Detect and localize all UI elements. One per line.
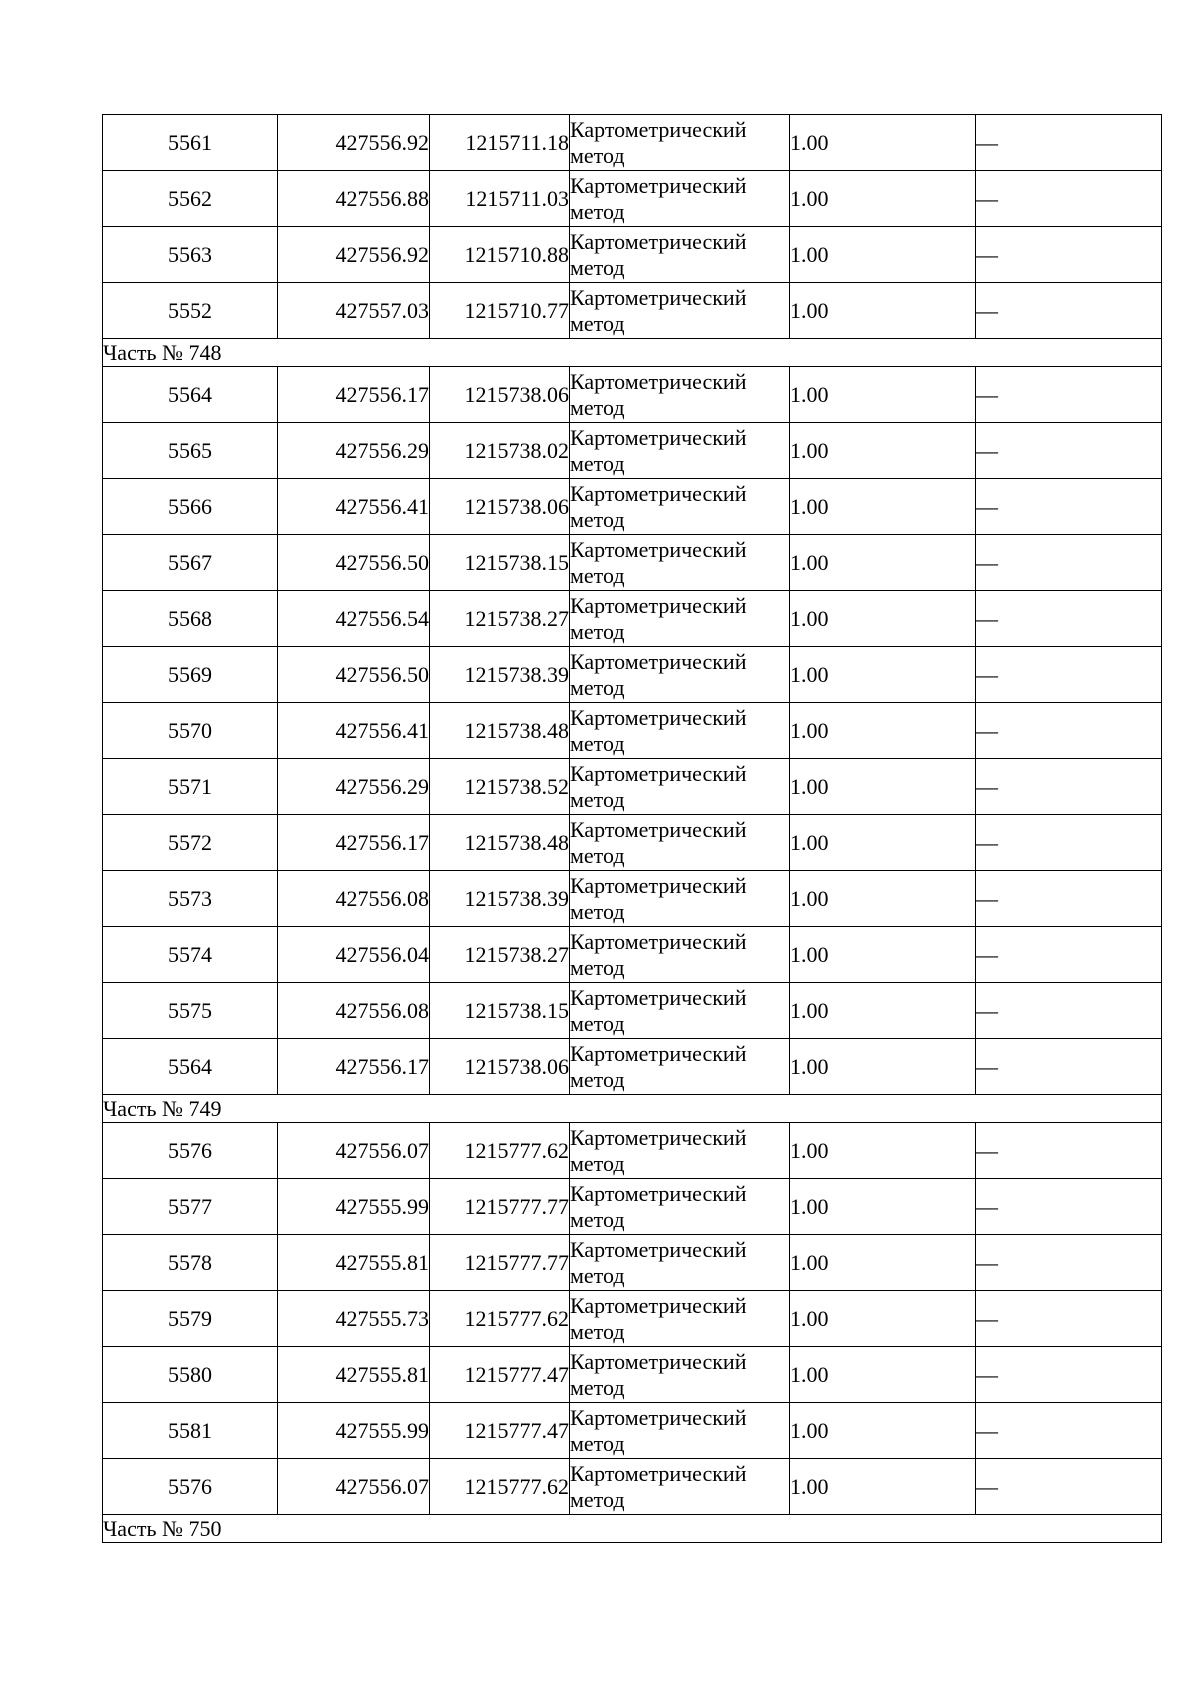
- y-coordinate-cell: 1215738.48: [430, 815, 570, 871]
- method-cell: [570, 647, 790, 703]
- note-cell: —: [976, 115, 1162, 171]
- point-number-cell: 5564: [103, 1039, 278, 1095]
- x-coordinate-cell: 427556.92: [278, 115, 430, 171]
- method-line-1: Картометрический: [570, 424, 747, 450]
- point-number-cell: 5576: [103, 1123, 278, 1179]
- method-line-2: метод: [570, 674, 625, 700]
- note-cell: —: [976, 815, 1162, 871]
- method-cell: [570, 423, 790, 479]
- method-line-2: метод: [570, 1374, 625, 1400]
- method-line-2: метод: [570, 310, 625, 336]
- method-line-1: Картометрический: [570, 228, 747, 254]
- method-line-2: метод: [570, 1318, 625, 1344]
- method-line-1: Картометрический: [570, 1124, 747, 1150]
- accuracy-cell: 1.00: [790, 591, 976, 647]
- table-row: [103, 647, 1162, 703]
- point-number-cell: 5568: [103, 591, 278, 647]
- accuracy-cell: 1.00: [790, 423, 976, 479]
- y-coordinate-cell: 1215777.47: [430, 1403, 570, 1459]
- method-line-2: метод: [570, 618, 625, 644]
- accuracy-cell: 1.00: [790, 1403, 976, 1459]
- section-label: Часть № 750: [103, 1515, 1162, 1543]
- section-row: [103, 339, 1162, 367]
- table-row: [103, 703, 1162, 759]
- note-cell: —: [976, 927, 1162, 983]
- method-cell: [570, 535, 790, 591]
- point-number-cell: 5573: [103, 871, 278, 927]
- method-line-2: метод: [570, 198, 625, 224]
- method-cell: [570, 1123, 790, 1179]
- method-line-1: Картометрический: [570, 592, 747, 618]
- point-number-cell: 5572: [103, 815, 278, 871]
- note-cell: —: [976, 1459, 1162, 1515]
- method-cell: [570, 983, 790, 1039]
- accuracy-cell: 1.00: [790, 703, 976, 759]
- x-coordinate-cell: 427556.29: [278, 423, 430, 479]
- x-coordinate-cell: 427556.17: [278, 1039, 430, 1095]
- point-number-cell: 5552: [103, 283, 278, 339]
- method-line-1: Картометрический: [570, 928, 747, 954]
- method-line-1: Картометрический: [570, 1040, 747, 1066]
- method-cell: [570, 283, 790, 339]
- method-line-1: Картометрический: [570, 760, 747, 786]
- y-coordinate-cell: 1215738.06: [430, 1039, 570, 1095]
- table-row: [103, 815, 1162, 871]
- table-row: [103, 591, 1162, 647]
- table-row: [103, 479, 1162, 535]
- table-row: [103, 423, 1162, 479]
- method-cell: [570, 871, 790, 927]
- point-number-cell: 5575: [103, 983, 278, 1039]
- x-coordinate-cell: 427557.03: [278, 283, 430, 339]
- y-coordinate-cell: 1215711.03: [430, 171, 570, 227]
- method-line-2: метод: [570, 450, 625, 476]
- y-coordinate-cell: 1215738.02: [430, 423, 570, 479]
- x-coordinate-cell: 427556.50: [278, 647, 430, 703]
- method-line-1: Картометрический: [570, 536, 747, 562]
- y-coordinate-cell: 1215777.77: [430, 1235, 570, 1291]
- y-coordinate-cell: 1215710.88: [430, 227, 570, 283]
- point-number-cell: 5576: [103, 1459, 278, 1515]
- x-coordinate-cell: 427556.92: [278, 227, 430, 283]
- note-cell: —: [976, 983, 1162, 1039]
- y-coordinate-cell: 1215738.27: [430, 927, 570, 983]
- method-cell: [570, 115, 790, 171]
- point-number-cell: 5574: [103, 927, 278, 983]
- method-line-2: метод: [570, 394, 625, 420]
- point-number-cell: 5570: [103, 703, 278, 759]
- accuracy-cell: 1.00: [790, 759, 976, 815]
- method-line-1: Картометрический: [570, 1180, 747, 1206]
- accuracy-cell: 1.00: [790, 535, 976, 591]
- method-cell: [570, 703, 790, 759]
- method-cell: [570, 759, 790, 815]
- accuracy-cell: 1.00: [790, 1235, 976, 1291]
- note-cell: —: [976, 367, 1162, 423]
- table-row: [103, 1459, 1162, 1515]
- accuracy-cell: 1.00: [790, 927, 976, 983]
- note-cell: —: [976, 703, 1162, 759]
- method-line-1: Картометрический: [570, 368, 747, 394]
- method-line-1: Картометрический: [570, 1460, 747, 1486]
- method-line-1: Картометрический: [570, 1404, 747, 1430]
- note-cell: —: [976, 535, 1162, 591]
- table-row: [103, 871, 1162, 927]
- y-coordinate-cell: 1215738.48: [430, 703, 570, 759]
- point-number-cell: 5581: [103, 1403, 278, 1459]
- section-label: Часть № 749: [103, 1095, 1162, 1123]
- y-coordinate-cell: 1215738.27: [430, 591, 570, 647]
- method-line-1: Картометрический: [570, 872, 747, 898]
- note-cell: —: [976, 1039, 1162, 1095]
- y-coordinate-cell: 1215738.39: [430, 647, 570, 703]
- y-coordinate-cell: 1215777.62: [430, 1123, 570, 1179]
- method-line-2: метод: [570, 1262, 625, 1288]
- accuracy-cell: 1.00: [790, 479, 976, 535]
- x-coordinate-cell: 427555.99: [278, 1403, 430, 1459]
- coordinates-table-body: [103, 115, 1162, 1543]
- y-coordinate-cell: 1215738.39: [430, 871, 570, 927]
- method-line-2: метод: [570, 730, 625, 756]
- table-row: [103, 115, 1162, 171]
- note-cell: —: [976, 591, 1162, 647]
- accuracy-cell: 1.00: [790, 1179, 976, 1235]
- method-line-1: Картометрический: [570, 1236, 747, 1262]
- table-row: [103, 227, 1162, 283]
- y-coordinate-cell: 1215711.18: [430, 115, 570, 171]
- accuracy-cell: 1.00: [790, 1291, 976, 1347]
- method-line-1: Картометрический: [570, 648, 747, 674]
- x-coordinate-cell: 427555.81: [278, 1235, 430, 1291]
- method-cell: [570, 367, 790, 423]
- table-row: [103, 1235, 1162, 1291]
- y-coordinate-cell: 1215710.77: [430, 283, 570, 339]
- point-number-cell: 5567: [103, 535, 278, 591]
- method-line-2: метод: [570, 1430, 625, 1456]
- y-coordinate-cell: 1215777.62: [430, 1459, 570, 1515]
- table-row: [103, 1403, 1162, 1459]
- x-coordinate-cell: 427555.81: [278, 1347, 430, 1403]
- x-coordinate-cell: 427556.08: [278, 983, 430, 1039]
- section-label: Часть № 748: [103, 339, 1162, 367]
- table-row: [103, 1291, 1162, 1347]
- y-coordinate-cell: 1215738.15: [430, 535, 570, 591]
- y-coordinate-cell: 1215738.06: [430, 479, 570, 535]
- y-coordinate-cell: 1215738.15: [430, 983, 570, 1039]
- method-line-2: метод: [570, 142, 625, 168]
- accuracy-cell: 1.00: [790, 1123, 976, 1179]
- method-line-1: Картометрический: [570, 116, 747, 142]
- y-coordinate-cell: 1215777.62: [430, 1291, 570, 1347]
- accuracy-cell: 1.00: [790, 367, 976, 423]
- point-number-cell: 5565: [103, 423, 278, 479]
- method-cell: [570, 927, 790, 983]
- method-cell: [570, 171, 790, 227]
- x-coordinate-cell: 427556.41: [278, 703, 430, 759]
- coordinates-table: [102, 114, 1162, 1543]
- note-cell: —: [976, 1179, 1162, 1235]
- x-coordinate-cell: 427556.07: [278, 1459, 430, 1515]
- x-coordinate-cell: 427556.07: [278, 1123, 430, 1179]
- method-line-2: метод: [570, 898, 625, 924]
- method-cell: [570, 1235, 790, 1291]
- point-number-cell: 5564: [103, 367, 278, 423]
- method-cell: [570, 1403, 790, 1459]
- y-coordinate-cell: 1215777.47: [430, 1347, 570, 1403]
- accuracy-cell: 1.00: [790, 983, 976, 1039]
- point-number-cell: 5562: [103, 171, 278, 227]
- method-line-1: Картометрический: [570, 704, 747, 730]
- note-cell: —: [976, 759, 1162, 815]
- method-line-1: Картометрический: [570, 816, 747, 842]
- table-row: [103, 1123, 1162, 1179]
- accuracy-cell: 1.00: [790, 283, 976, 339]
- method-cell: [570, 1347, 790, 1403]
- table-row: [103, 759, 1162, 815]
- note-cell: —: [976, 1291, 1162, 1347]
- x-coordinate-cell: 427556.04: [278, 927, 430, 983]
- method-line-2: метод: [570, 1486, 625, 1512]
- method-line-1: Картометрический: [570, 1292, 747, 1318]
- note-cell: —: [976, 1235, 1162, 1291]
- method-cell: [570, 1039, 790, 1095]
- note-cell: —: [976, 479, 1162, 535]
- x-coordinate-cell: 427556.08: [278, 871, 430, 927]
- method-cell: [570, 1291, 790, 1347]
- section-row: [103, 1095, 1162, 1123]
- method-cell: [570, 1459, 790, 1515]
- method-line-2: метод: [570, 506, 625, 532]
- table-row: [103, 1347, 1162, 1403]
- accuracy-cell: 1.00: [790, 647, 976, 703]
- table-row: [103, 1039, 1162, 1095]
- accuracy-cell: 1.00: [790, 1039, 976, 1095]
- accuracy-cell: 1.00: [790, 815, 976, 871]
- method-line-1: Картометрический: [570, 480, 747, 506]
- method-cell: [570, 815, 790, 871]
- table-row: [103, 927, 1162, 983]
- note-cell: —: [976, 423, 1162, 479]
- point-number-cell: 5569: [103, 647, 278, 703]
- x-coordinate-cell: 427556.54: [278, 591, 430, 647]
- x-coordinate-cell: 427556.29: [278, 759, 430, 815]
- method-line-1: Картометрический: [570, 984, 747, 1010]
- x-coordinate-cell: 427556.17: [278, 367, 430, 423]
- accuracy-cell: 1.00: [790, 1347, 976, 1403]
- table-row: [103, 171, 1162, 227]
- x-coordinate-cell: 427556.17: [278, 815, 430, 871]
- table-row: [103, 1179, 1162, 1235]
- point-number-cell: 5578: [103, 1235, 278, 1291]
- x-coordinate-cell: 427555.73: [278, 1291, 430, 1347]
- note-cell: —: [976, 171, 1162, 227]
- accuracy-cell: 1.00: [790, 115, 976, 171]
- method-line-1: Картометрический: [570, 172, 747, 198]
- accuracy-cell: 1.00: [790, 871, 976, 927]
- method-line-2: метод: [570, 1150, 625, 1176]
- accuracy-cell: 1.00: [790, 227, 976, 283]
- point-number-cell: 5563: [103, 227, 278, 283]
- x-coordinate-cell: 427556.50: [278, 535, 430, 591]
- table-row: [103, 367, 1162, 423]
- y-coordinate-cell: 1215738.52: [430, 759, 570, 815]
- x-coordinate-cell: 427556.88: [278, 171, 430, 227]
- method-line-2: метод: [570, 1206, 625, 1232]
- y-coordinate-cell: 1215777.77: [430, 1179, 570, 1235]
- note-cell: —: [976, 227, 1162, 283]
- note-cell: —: [976, 1347, 1162, 1403]
- point-number-cell: 5571: [103, 759, 278, 815]
- point-number-cell: 5580: [103, 1347, 278, 1403]
- accuracy-cell: 1.00: [790, 1459, 976, 1515]
- method-cell: [570, 591, 790, 647]
- method-line-2: метод: [570, 954, 625, 980]
- point-number-cell: 5579: [103, 1291, 278, 1347]
- y-coordinate-cell: 1215738.06: [430, 367, 570, 423]
- method-line-2: метод: [570, 842, 625, 868]
- method-cell: [570, 479, 790, 535]
- method-line-2: метод: [570, 254, 625, 280]
- point-number-cell: 5566: [103, 479, 278, 535]
- method-line-2: метод: [570, 1066, 625, 1092]
- method-cell: [570, 1179, 790, 1235]
- method-line-2: метод: [570, 1010, 625, 1036]
- note-cell: —: [976, 1123, 1162, 1179]
- method-line-1: Картометрический: [570, 1348, 747, 1374]
- method-line-2: метод: [570, 562, 625, 588]
- x-coordinate-cell: 427556.41: [278, 479, 430, 535]
- table-row: [103, 983, 1162, 1039]
- note-cell: —: [976, 1403, 1162, 1459]
- method-line-2: метод: [570, 786, 625, 812]
- accuracy-cell: 1.00: [790, 171, 976, 227]
- note-cell: —: [976, 647, 1162, 703]
- method-cell: [570, 227, 790, 283]
- point-number-cell: 5561: [103, 115, 278, 171]
- point-number-cell: 5577: [103, 1179, 278, 1235]
- table-row: [103, 283, 1162, 339]
- note-cell: —: [976, 871, 1162, 927]
- method-line-1: Картометрический: [570, 284, 747, 310]
- note-cell: —: [976, 283, 1162, 339]
- table-row: [103, 535, 1162, 591]
- x-coordinate-cell: 427555.99: [278, 1179, 430, 1235]
- section-row: [103, 1515, 1162, 1543]
